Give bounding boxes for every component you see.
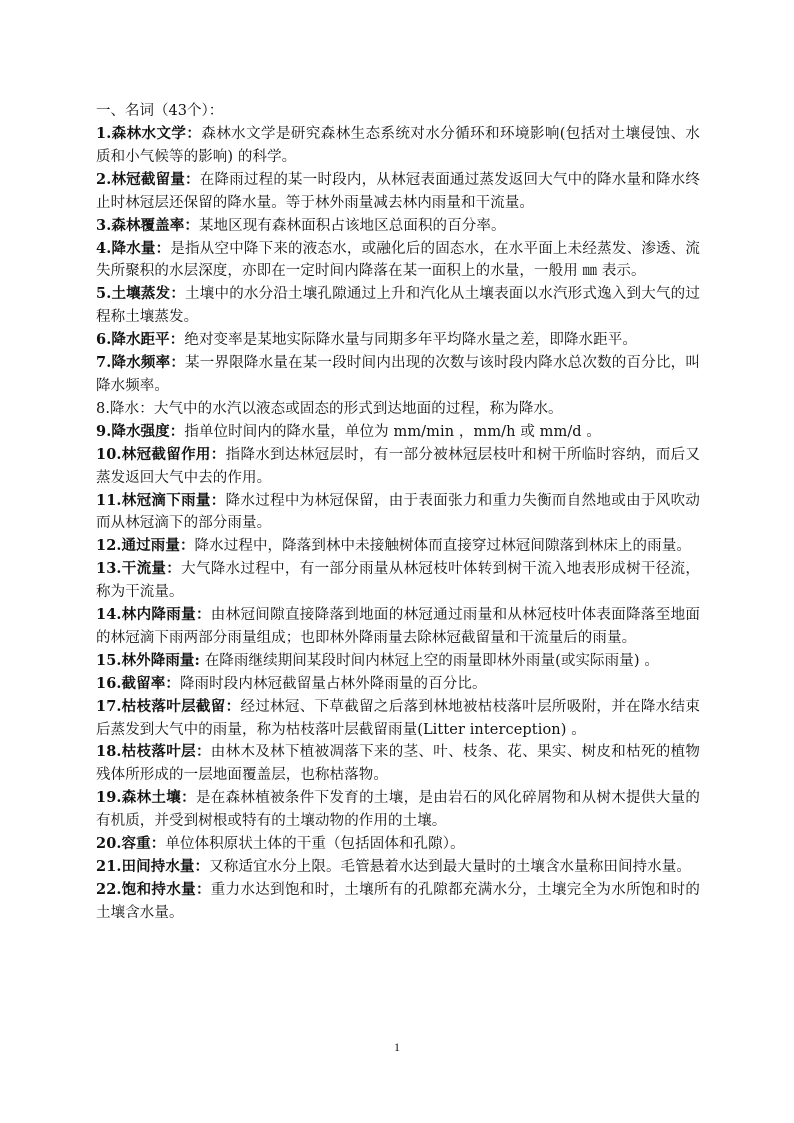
term-list <box>96 123 700 925</box>
term-entry <box>96 123 700 169</box>
page-number: 1 <box>394 1040 400 1054</box>
term-separator: : <box>194 651 200 669</box>
term-entry <box>96 787 700 833</box>
term-number: 22. <box>96 880 122 898</box>
term-title: 林冠截留量 <box>111 170 186 188</box>
term-definition: 降雨时段内林冠截留量占林外降雨量的百分比。 <box>179 675 487 692</box>
term-number: 7. <box>96 354 112 372</box>
term-title: 容重 <box>121 835 151 853</box>
term-number: 13. <box>96 560 122 578</box>
term-title: 土壤蒸发 <box>111 285 171 303</box>
term-definition: 土壤中的水分沿土壤孔隙通过上升和汽化从土壤表面以水汽形式逸入到大气的过程称土壤蒸发。 <box>96 286 700 326</box>
term-title: 饱和持水量 <box>121 880 196 898</box>
term-number: 15. <box>96 651 122 669</box>
term-title: 降水频率 <box>111 354 171 372</box>
term-title: 林外降雨量 <box>121 651 195 669</box>
term-title: 降水 <box>110 400 140 417</box>
term-entry <box>96 444 700 490</box>
term-separator: ： <box>184 216 199 234</box>
term-entry <box>96 215 700 238</box>
term-number: 8. <box>96 400 111 417</box>
term-separator: ： <box>179 537 195 555</box>
term-definition: 是在森林植被条件下发育的土壤，是由岩石的风化碎屑物和从树木提供大量的有机质，并受到树根或特有的土壤动物的作用的土壤。 <box>96 790 700 830</box>
term-number: 21. <box>96 858 122 875</box>
term-number: 4. <box>96 239 112 257</box>
term-separator: ： <box>166 560 182 578</box>
term-title: 降水距平 <box>111 331 170 349</box>
term-definition: 某一界限降水量在某一段时间内出现的次数与该时段内降水总次数的百分比，叫降水频率。 <box>96 355 700 394</box>
term-title: 枯枝落叶层 <box>121 743 196 761</box>
term-number: 19. <box>96 789 122 807</box>
term-entry <box>96 604 700 650</box>
term-definition: 又称适宜水分上限。毛管悬着水达到最大量时的土壤含水量称田间持水量。 <box>209 859 691 875</box>
term-number: 10. <box>96 445 122 463</box>
term-number: 11. <box>96 491 122 509</box>
term-title: 干流量 <box>121 560 167 578</box>
term-entry <box>96 696 700 742</box>
term-definition: 重力水达到饱和时，土壤所有的孔隙都充满水分，土壤完全为水所饱和时的土壤含水量。 <box>96 881 701 921</box>
term-definition: 单位体积原状土体的干重（包括固体和孔隙）。 <box>165 836 465 853</box>
term-number: 5. <box>96 285 112 303</box>
term-definition: 经过林冠、下草截留之后落到林地被枯枝落叶层所吸附，并在降水结束后蒸发到大气中的雨量，称为枯枝落叶层截留雨量(Litter interception) 。 <box>96 698 700 738</box>
term-title: 森林覆盖率 <box>111 216 185 234</box>
term-definition: 大气中的水汽以液态或固态的形式到达地面的过程，称为降水。 <box>153 400 563 417</box>
term-separator: ： <box>169 422 185 440</box>
term-entry <box>96 833 700 856</box>
term-entry <box>96 421 700 444</box>
term-number: 14. <box>96 606 122 624</box>
term-title: 田间持水量 <box>121 858 195 875</box>
term-separator: ： <box>210 491 226 509</box>
term-definition: 在降雨继续期间某段时间内林冠上空的雨量即林外雨量(或实际雨量) 。 <box>199 652 659 669</box>
term-separator: ： <box>170 354 186 372</box>
term-entry <box>96 558 700 604</box>
term-number: 3. <box>96 216 112 234</box>
term-entry <box>96 673 700 696</box>
term-definition: 指单位时间内的降水量，单位为 mm/min ，mm/h 或 mm/d 。 <box>184 423 602 440</box>
term-definition: 在降雨过程的某一时段内，从林冠表面通过蒸发返回大气中的降水量和降水终止时林冠层还保留的降水量。等于林外雨量减去林内雨量和干流量。 <box>96 171 700 211</box>
term-definition: 是指从空中降下来的液态水，或融化后的固态水，在水平面上未经蒸发、渗透、流失所聚积的水层深度，亦即在一定时间内降落在某一面积上的水量，一般用 ㎜ 表示。 <box>96 240 700 280</box>
term-definition: 由林冠间隙直接降落到地面的林冠通过雨量和从林冠枝叶体表面降落至地面的林冠滴下雨两部分雨量组成；也即林外降雨量去除林冠截留量和干流量后的雨量。 <box>96 607 701 646</box>
term-separator: ： <box>195 880 211 898</box>
term-definition: 某地区现有森林面积占该地区总面积的百分率。 <box>198 217 506 234</box>
term-title: 通过雨量 <box>121 537 180 555</box>
term-entry <box>96 650 700 673</box>
term-title: 森林土壤 <box>121 789 182 807</box>
term-separator: ： <box>186 125 202 142</box>
term-separator: ： <box>139 400 154 417</box>
term-entry <box>96 352 700 398</box>
term-number: 20. <box>96 835 122 853</box>
term-number: 12. <box>96 537 122 555</box>
term-definition: 降水过程中，降落到林中未接触树体而直接穿过林冠间隙落到林床上的雨量。 <box>194 538 691 555</box>
term-separator: ： <box>195 606 211 624</box>
term-title: 降水强度 <box>111 422 170 440</box>
term-separator: ： <box>194 858 210 875</box>
term-number: 18. <box>96 743 122 761</box>
term-number: 6. <box>96 331 112 349</box>
term-entry <box>96 879 700 925</box>
term-separator: ： <box>150 835 166 853</box>
term-number: 1. <box>96 125 112 142</box>
term-entry <box>96 398 700 421</box>
term-definition: 指降水到达林冠层时，有一部分被林冠层枝叶和树干所临时容纳，而后又蒸发返回大气中去的作用。 <box>96 446 700 486</box>
term-entry <box>96 329 700 352</box>
term-entry <box>96 856 700 879</box>
term-title: 林冠截留作用 <box>121 445 211 463</box>
term-separator: ： <box>170 285 186 303</box>
term-separator: ： <box>195 743 211 761</box>
term-number: 9. <box>96 422 112 440</box>
term-definition: 大气降水过程中，有一部分雨量从林冠枝叶体转到树干流入地表形成树干径流，称为干流量。 <box>96 561 700 601</box>
term-entry <box>96 169 700 215</box>
term-entry <box>96 238 700 284</box>
term-entry <box>96 490 700 536</box>
term-number: 2. <box>96 170 112 188</box>
term-title: 枯枝落叶层截留 <box>121 697 226 715</box>
term-title: 林内降雨量 <box>121 606 196 624</box>
term-title: 森林水文学 <box>111 125 187 142</box>
term-definition: 绝对变率是某地实际降水量与同期多年平均降水量之差，即降水距平。 <box>184 332 637 349</box>
term-separator: ： <box>225 697 241 715</box>
term-entry <box>96 535 700 558</box>
term-separator: ： <box>165 674 180 692</box>
term-separator: ： <box>181 789 196 807</box>
term-title: 林冠滴下雨量 <box>121 491 211 509</box>
term-separator: ： <box>155 239 171 257</box>
term-definition: 由林木及林下植被凋落下来的茎、叶、枝条、花、果实、树皮和枯死的植物残体所形成的一层地面覆盖层，也称枯落物。 <box>96 744 701 784</box>
term-separator: ： <box>185 170 200 188</box>
term-separator: ： <box>210 445 226 463</box>
term-number: 17. <box>96 697 122 715</box>
document-page <box>96 100 700 925</box>
term-definition: 森林水文学是研究森林生态系统对水分循环和环境影响(包括对土壤侵蚀、水质和小气候等的影响) 的科学。 <box>96 126 700 165</box>
term-entry <box>96 741 700 787</box>
term-number: 16. <box>96 674 122 692</box>
term-title: 降水量 <box>111 239 156 257</box>
section-heading: 一、名词（43个）： <box>96 103 224 119</box>
term-title: 截留率 <box>121 674 166 692</box>
term-entry <box>96 283 700 329</box>
term-definition: 降水过程中为林冠保留，由于表面张力和重力失衡而自然地或由于风吹动而从林冠滴下的部分雨量。 <box>96 492 700 532</box>
term-separator: ： <box>169 331 185 349</box>
